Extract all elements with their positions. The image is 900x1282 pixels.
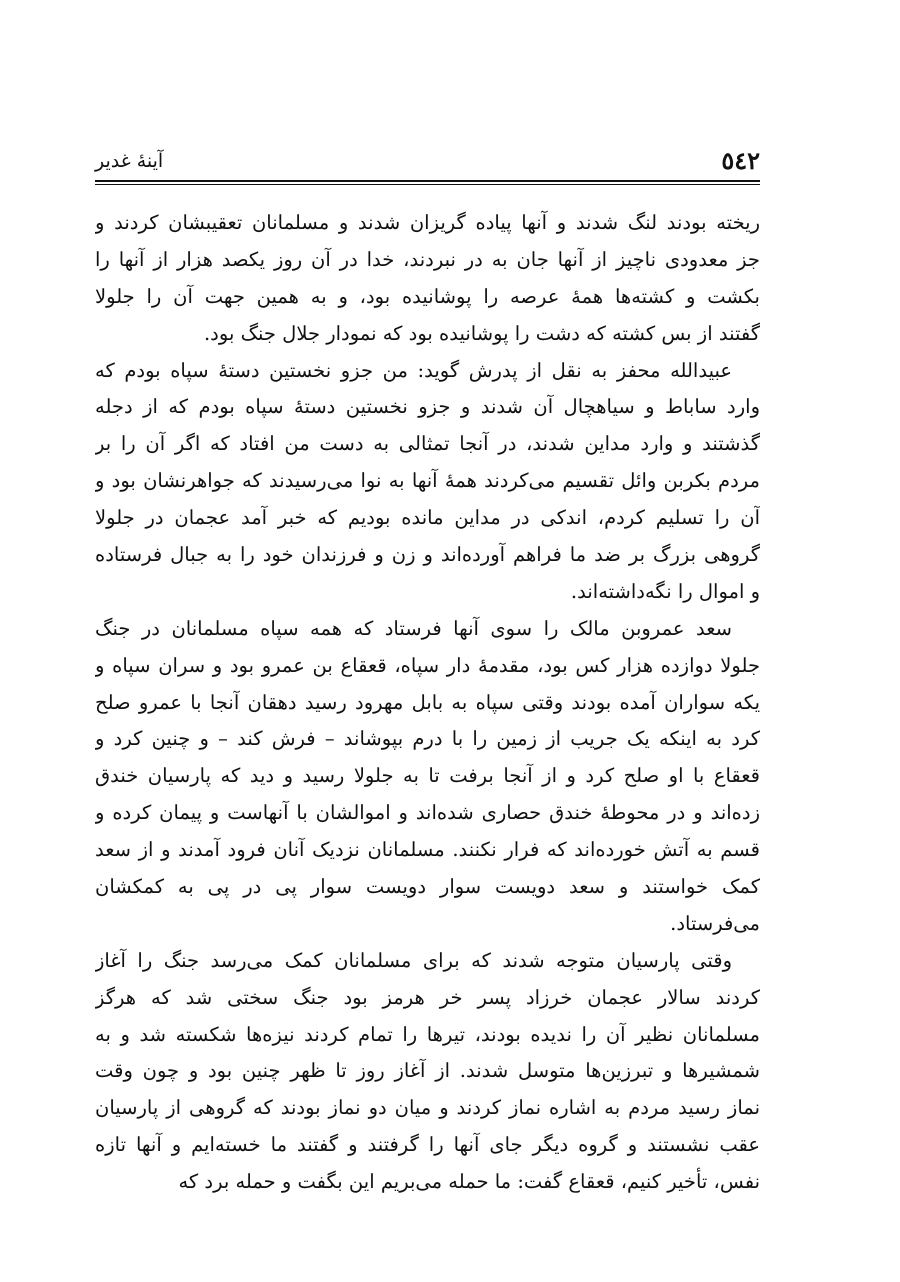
paragraph [95,205,760,353]
page-number: ٥٤٢ [721,146,760,175]
text-line: مردم بکربن وائل تقسیم می‌کردند همهٔ آنها به نوا می‌رسیدند که جواهرنشان بود و [95,469,760,493]
header-rule-thin [95,184,760,185]
text-line: شمشیرها و تبرزین‌ها متوسل شدند. از آغاز روز تا ظهر چنین بود و چون وقت [95,1059,760,1083]
text-line: کردند سالار عجمان خرزاد پسر خر هرمز بود جنگ سختی شد که هرگز [95,985,760,1009]
running-header [95,140,760,180]
text-line: ریخته بودند لنگ شدند و آنها پیاده گریزان شدند و مسلمانان تعقیبشان کردند و [95,211,760,234]
text-line: کمک خواستند و سعد دویست سوار دویست سوار پی در پی به کمکشان [95,875,760,899]
text-line: قسم به آتش خورده‌اند که فرار نکنند. مسلمانان نزدیک آنان فرود آمدند و از سعد [95,838,760,862]
text-line: وارد ساباط و سیاهچال آن شدند و جزو نخستین دستهٔ سپاه بودم که از دجله [95,395,760,419]
text-line: قعقاع با او صلح کرد و از آنجا برفت تا به جلولا رسید و دید که پارسیان خندق [95,764,760,788]
text-line: و اموال را نگه‌داشته‌اند. [570,579,760,603]
text-line: گذشتند و وارد مداین شدند، در آنجا تمثالی به دست من افتاد که اگر آن را بر [95,432,760,456]
text-line: عقب نشستند و گروه دیگر جای آنها را گرفتند و گفتند ما خسته‌ایم و آنها تازه [95,1133,760,1157]
text-line: گفتند از بس کشته که دشت را پوشانیده بود که نمودار جلال جنگ بود. [203,321,760,345]
text-line: زده‌اند و در محوطهٔ خندق حصاری شده‌اند و اموالشان با آنهاست و پیمان کرده و [95,801,760,825]
book-title: آینهٔ غدیر [95,150,164,172]
text-line: کرد به اینکه یک جریب از زمین را با درم بپوشاند – فرش کند – و چنین کرد و [95,727,760,751]
text-line: عبیدالله محفز به نقل از پدرش گوید: من جزو نخستین دستهٔ سپاه بودم که [95,358,732,382]
paragraph [95,611,760,943]
text-line: نماز رسید مردم به اشاره نماز کردند و میان دو نماز بودند که گروهی از پارسیان [95,1096,760,1120]
header-rule [95,180,760,182]
body-text [95,205,760,1201]
text-line: یکه سواران آمده بودند وقتی سپاه به بابل مهرود رسید دهقان آنجا با عمرو صلح [95,690,760,714]
text-line: مسلمانان نظیر آن را ندیده بودند، تیرها را تمام کردند نیزه‌ها شکسته شد و به [95,1022,760,1046]
paragraph [95,943,760,1201]
text-line: وقتی پارسیان متوجه شدند که برای مسلمانان کمک می‌رسد جنگ را آغاز [95,948,732,972]
text-line: می‌فرستاد. [670,911,760,935]
text-line: آن را تسلیم کردم، اندکی در مداین مانده بودیم که خبر آمد عجمان در جلولا [95,506,760,530]
paragraph [95,353,760,611]
text-line: سعد عمروبن مالک را سوی آنها فرستاد که همه سپاه مسلمانان در جنگ [95,616,732,640]
text-line: نفس، تأخیر کنیم، قعقاع گفت: ما حمله می‌بریم این بگفت و حمله برد که [178,1170,760,1194]
text-line: بکشت و کشته‌ها همهٔ عرصه را پوشانیده بود، و به همین جهت آن را جلولا [95,284,760,308]
text-line: گروهی بزرگ بر ضد ما فراهم آورده‌اند و زن و فرزندان خود را به جبال فرستاده [95,543,760,567]
text-line: جز معدودی ناچیز از آنها جان به در نبردند، خدا در آن روز یکصد هزار از آنها را [95,247,760,271]
text-line: جلولا دوازده هزار کس بود، مقدمهٔ دار سپاه، قعقاع بن عمرو بود و سران سپاه و [95,653,760,677]
